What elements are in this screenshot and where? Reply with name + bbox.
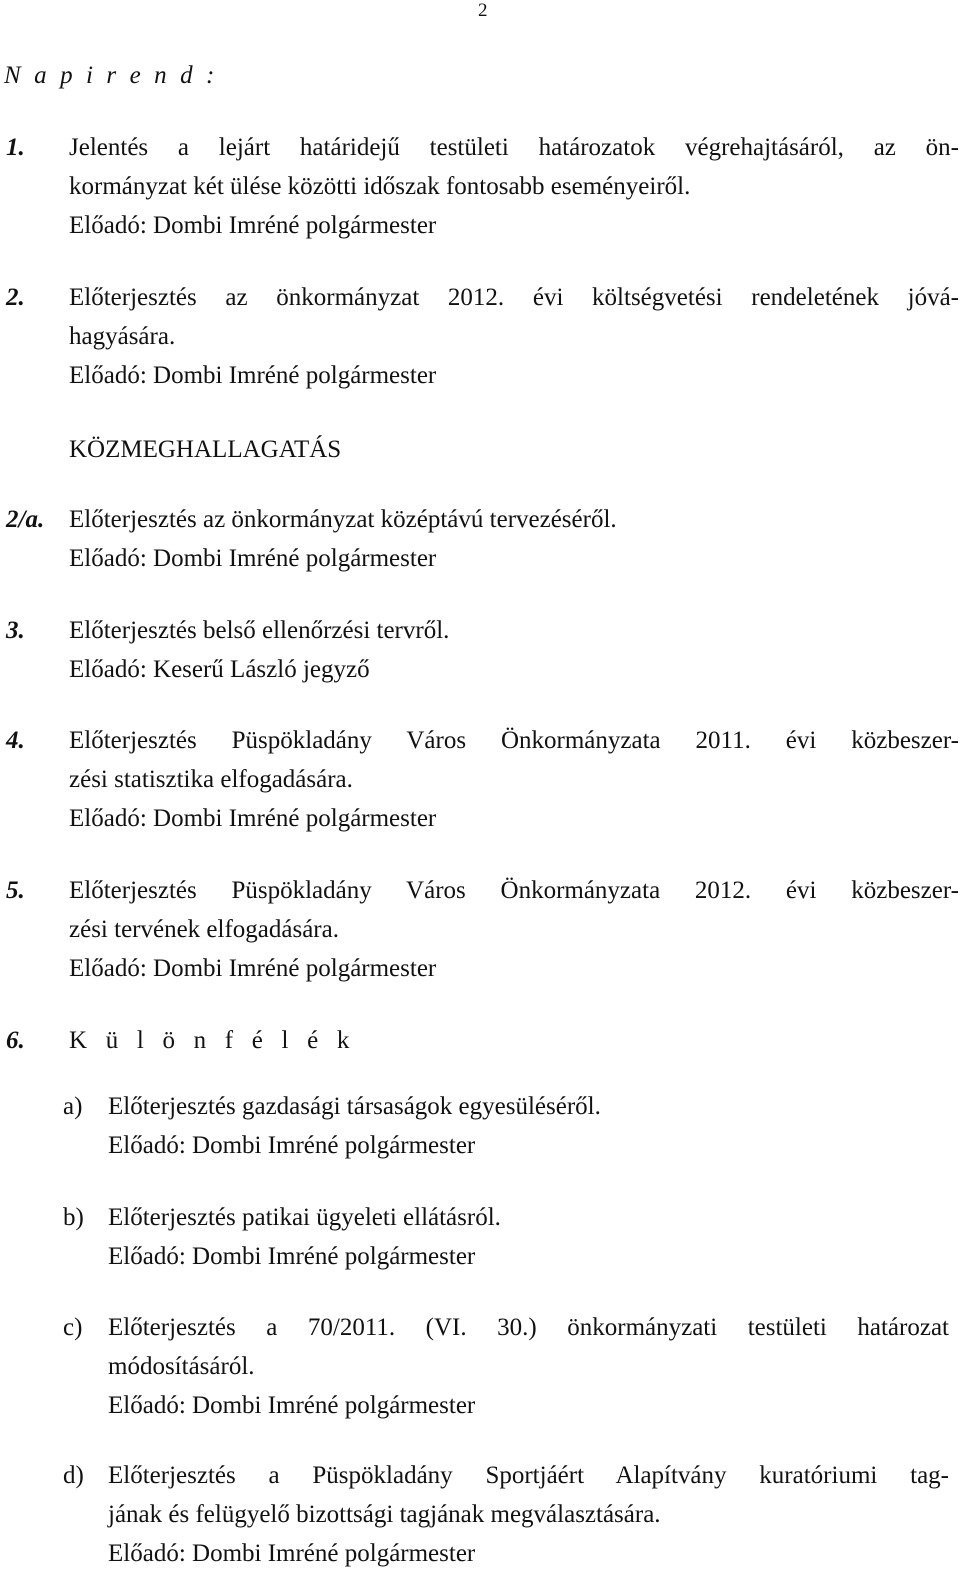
item-presenter: Előadó: Dombi Imréné polgármester (69, 212, 437, 239)
agenda-item-2a (6, 500, 959, 578)
item-title-line: Előterjesztés az önkormányzat 2012. évi költségvetési rendeletének jóvá- (69, 284, 959, 311)
item-number: 1. (6, 134, 25, 161)
subitem-letter: b) (63, 1204, 84, 1231)
agenda-item-3 (6, 611, 959, 689)
subitem-presenter: Előadó: Dombi Imréné polgármester (108, 1392, 476, 1419)
subitem-presenter: Előadó: Dombi Imréné polgármester (108, 1132, 476, 1159)
item-number: 3. (6, 617, 25, 644)
item-number: 2. (6, 284, 25, 311)
item-presenter: Előadó: Dombi Imréné polgármester (69, 362, 437, 389)
page-number: 2 (478, 0, 488, 21)
item-number: 2/a. (6, 506, 45, 533)
item-presenter: Előadó: Dombi Imréné polgármester (69, 955, 437, 982)
agenda-subitem-d (63, 1456, 949, 1573)
subitem-title-line: jának és felügyelő bizottsági tagjának megválasztására. (108, 1501, 661, 1528)
item-title-line: Előterjesztés belső ellenőrzési tervről. (69, 617, 450, 644)
subitem-letter: d) (63, 1462, 84, 1489)
item-presenter: Előadó: Keserű László jegyző (69, 656, 370, 683)
agenda-subitem-b (63, 1198, 949, 1276)
item-number: 5. (6, 877, 25, 904)
item-title-line: kormányzat két ülése közötti időszak fontosabb eseményeiről. (69, 173, 691, 200)
subitem-title-line: Előterjesztés patikai ügyeleti ellátásról. (108, 1204, 501, 1231)
item-title-line: zési tervének elfogadására. (69, 916, 339, 943)
item-title-line: Jelentés a lejárt határidejű testületi határozatok végrehajtásáról, az ön- (69, 134, 959, 161)
item-title-line: K ü l ö n f é l é k (69, 1027, 356, 1054)
item-title-line: zési statisztika elfogadására. (69, 766, 353, 793)
agenda-heading: N a p i r e n d : (4, 62, 218, 89)
item-presenter: Előadó: Dombi Imréné polgármester (69, 805, 437, 832)
item-presenter: Előadó: Dombi Imréné polgármester (69, 545, 437, 572)
subitem-letter: a) (63, 1093, 83, 1120)
agenda-subitem-c (63, 1308, 949, 1425)
subitem-title-line: Előterjesztés a Püspökladány Sportjáért Alapítvány kuratóriumi tag- (108, 1462, 949, 1489)
item-title-line: Előterjesztés Püspökladány Város Önkormányzata 2011. évi közbeszer- (69, 727, 959, 754)
agenda-item-4 (6, 721, 959, 838)
agenda-subitem-a (63, 1087, 949, 1165)
item-title-line: hagyására. (69, 323, 176, 350)
item-title-line: Előterjesztés Püspökladány Város Önkormányzata 2012. évi közbeszer- (69, 877, 959, 904)
item-number: 6. (6, 1027, 25, 1054)
subitem-title-line: Előterjesztés gazdasági társaságok egyesüléséről. (108, 1093, 601, 1120)
agenda-item-1 (6, 128, 959, 245)
subitem-title-line: módosításáról. (108, 1353, 255, 1380)
agenda-item-2 (6, 278, 959, 469)
agenda-item-6 (6, 1021, 959, 1060)
item-note: KÖZMEGHALLAGATÁS (69, 436, 342, 463)
item-number: 4. (6, 727, 25, 754)
agenda-item-5 (6, 871, 959, 988)
subitem-presenter: Előadó: Dombi Imréné polgármester (108, 1540, 476, 1567)
subitem-letter: c) (63, 1314, 83, 1341)
item-title-line: Előterjesztés az önkormányzat középtávú tervezéséről. (69, 506, 617, 533)
subitem-title-line: Előterjesztés a 70/2011. (VI. 30.) önkormányzati testületi határozat (108, 1314, 949, 1341)
subitem-presenter: Előadó: Dombi Imréné polgármester (108, 1243, 476, 1270)
